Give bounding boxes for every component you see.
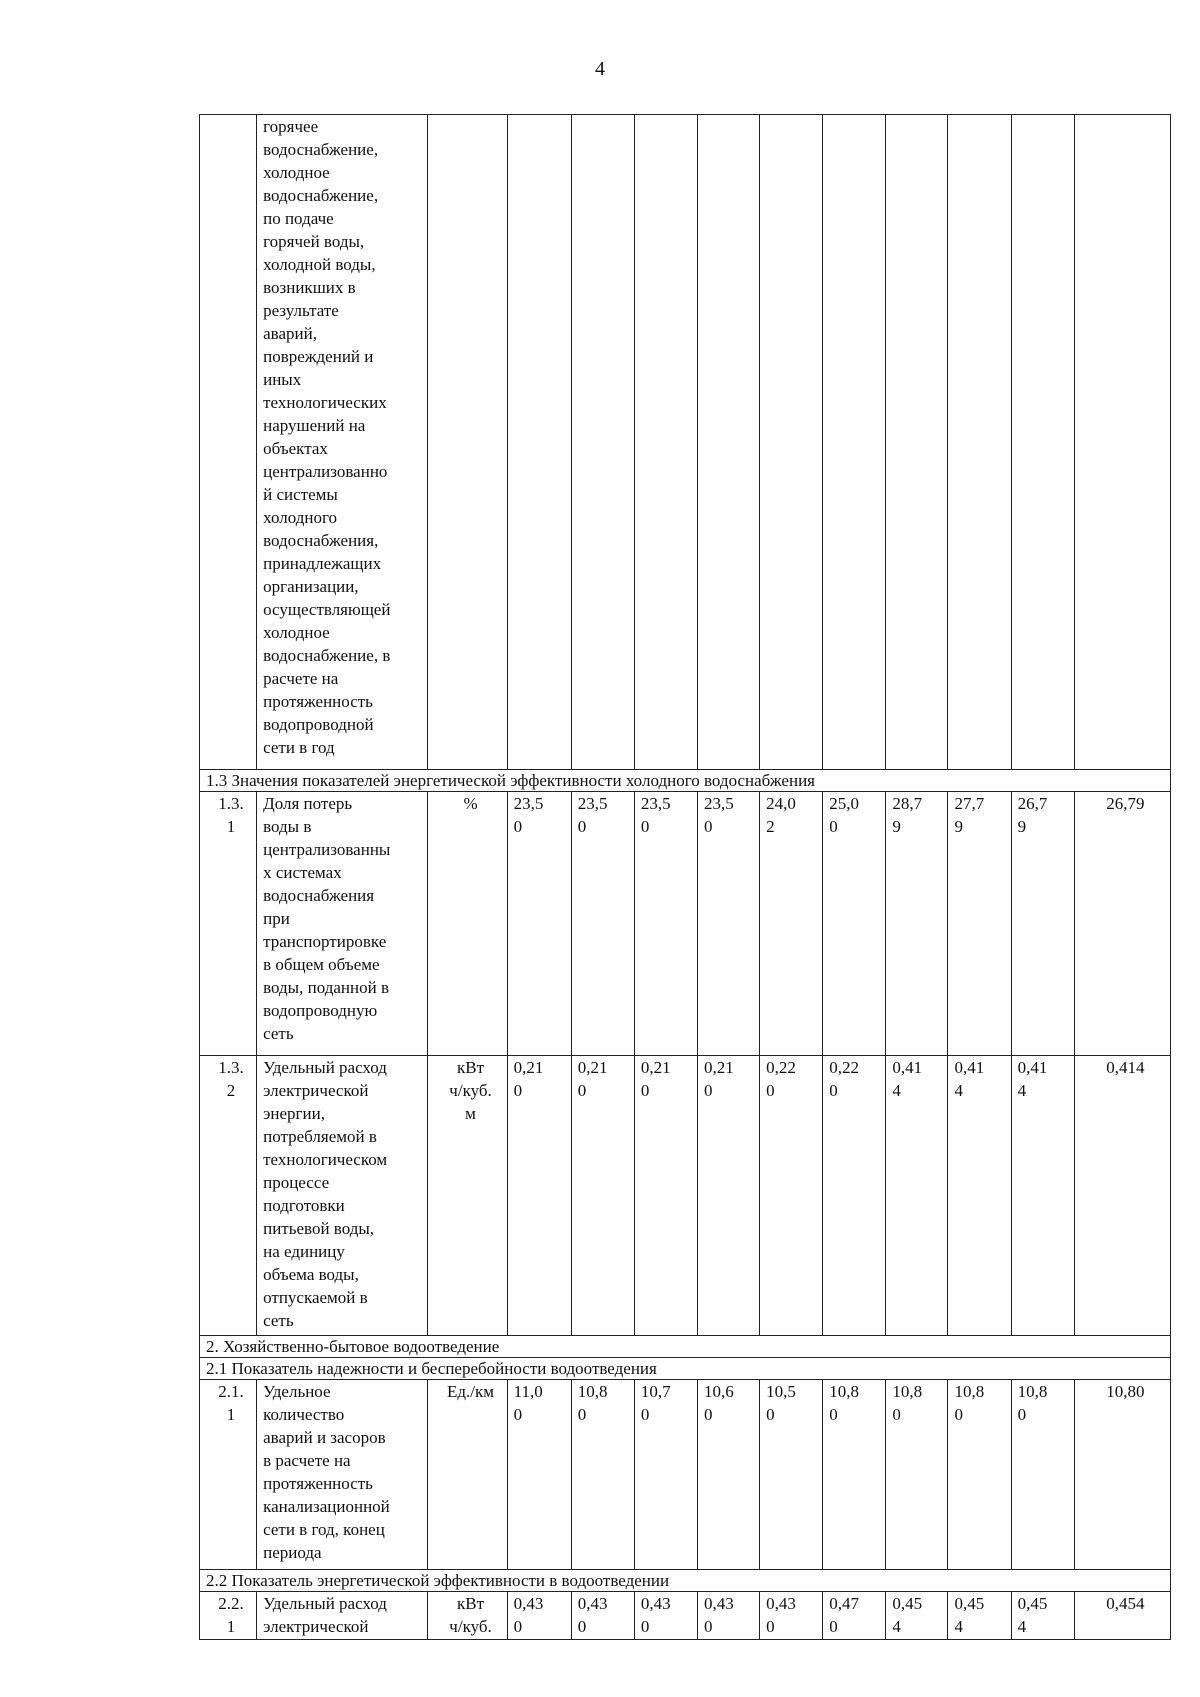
value-cell: 10,7 0 bbox=[634, 1380, 697, 1570]
value-cell bbox=[823, 115, 886, 770]
indicator-name-cell: горячее водоснабжение, холодное водоснабжение, по подаче горячей воды, холодной воды, возникших в результате аварий, повреждений и иных технологических нарушений на объектах централизованно й системы холодного водоснабжения, принадлежащих организации, осуществляющей холодное водоснабжение, в расчете на протяженность водопроводной сети в год bbox=[257, 115, 428, 770]
unit-cell: кВт ч/куб. м bbox=[428, 1056, 507, 1336]
value-cell bbox=[760, 115, 823, 770]
value-cell bbox=[697, 115, 759, 770]
value-cell: 0,43 0 bbox=[634, 1592, 697, 1640]
value-cell: 26,79 bbox=[1074, 792, 1170, 1056]
indicators-table bbox=[199, 114, 1171, 1640]
value-cell: 10,8 0 bbox=[571, 1380, 634, 1570]
value-cell: 0,41 4 bbox=[886, 1056, 948, 1336]
value-cell bbox=[507, 115, 571, 770]
section-heading-row bbox=[200, 1336, 1171, 1358]
value-cell: 0,21 0 bbox=[507, 1056, 571, 1336]
value-cell bbox=[948, 115, 1011, 770]
unit-cell: % bbox=[428, 792, 507, 1056]
indicator-name-cell: Удельное количество аварий и засоров в расчете на протяженность канализационной сети в год, конец периода bbox=[257, 1380, 428, 1570]
value-cell: 10,8 0 bbox=[823, 1380, 886, 1570]
unit-cell bbox=[428, 115, 507, 770]
section-heading-1-3: 1.3 Значения показателей энергетической эффективности холодного водоснабжения bbox=[200, 770, 1171, 792]
value-cell: 0,22 0 bbox=[760, 1056, 823, 1336]
value-cell: 0,43 0 bbox=[760, 1592, 823, 1640]
value-cell: 0,22 0 bbox=[823, 1056, 886, 1336]
value-cell bbox=[634, 115, 697, 770]
section-heading-row bbox=[200, 1570, 1171, 1592]
value-cell: 24,0 2 bbox=[760, 792, 823, 1056]
value-cell bbox=[886, 115, 948, 770]
indicator-name-cell: Удельный расход электрической энергии, потребляемой в технологическом процессе подготовки питьевой воды, на единицу объема воды, отпускаемой в сеть bbox=[257, 1056, 428, 1336]
value-cell: 10,80 bbox=[1074, 1380, 1170, 1570]
value-cell: 0,43 0 bbox=[571, 1592, 634, 1640]
value-cell: 23,5 0 bbox=[634, 792, 697, 1056]
page-number: 4 bbox=[595, 58, 605, 80]
value-cell: 11,0 0 bbox=[507, 1380, 571, 1570]
section-heading-row bbox=[200, 1358, 1171, 1380]
value-cell: 0,414 bbox=[1074, 1056, 1170, 1336]
unit-cell: кВт ч/куб. bbox=[428, 1592, 507, 1640]
value-cell bbox=[1074, 115, 1170, 770]
value-cell: 10,8 0 bbox=[1011, 1380, 1074, 1570]
value-cell: 25,0 0 bbox=[823, 792, 886, 1056]
value-cell bbox=[571, 115, 634, 770]
value-cell: 10,6 0 bbox=[697, 1380, 759, 1570]
value-cell: 23,5 0 bbox=[697, 792, 759, 1056]
value-cell: 0,21 0 bbox=[571, 1056, 634, 1336]
row-number-cell: 1.3. 2 bbox=[200, 1056, 257, 1336]
section-heading-row bbox=[200, 770, 1171, 792]
row-number-cell: 2.2. 1 bbox=[200, 1592, 257, 1640]
value-cell bbox=[1011, 115, 1074, 770]
value-cell: 0,43 0 bbox=[697, 1592, 759, 1640]
row-number-cell bbox=[200, 115, 257, 770]
value-cell: 0,21 0 bbox=[634, 1056, 697, 1336]
value-cell: 23,5 0 bbox=[571, 792, 634, 1056]
value-cell: 0,45 4 bbox=[948, 1592, 1011, 1640]
table-row-1-3-1 bbox=[200, 792, 1171, 1056]
table-row-2-1-1 bbox=[200, 1380, 1171, 1570]
value-cell: 0,41 4 bbox=[948, 1056, 1011, 1336]
value-cell: 27,7 9 bbox=[948, 792, 1011, 1056]
table-row-2-2-1 bbox=[200, 1592, 1171, 1640]
row-number-cell: 1.3. 1 bbox=[200, 792, 257, 1056]
indicator-name-cell: Удельный расход электрической bbox=[257, 1592, 428, 1640]
indicator-name-cell: Доля потерь воды в централизованны х системах водоснабжения при транспортировке в общем объеме воды, поданной в водопроводную сеть bbox=[257, 792, 428, 1056]
value-cell: 26,7 9 bbox=[1011, 792, 1074, 1056]
value-cell: 0,41 4 bbox=[1011, 1056, 1074, 1336]
value-cell: 10,8 0 bbox=[948, 1380, 1011, 1570]
section-heading-2: 2. Хозяйственно-бытовое водоотведение bbox=[200, 1336, 1171, 1358]
value-cell: 28,7 9 bbox=[886, 792, 948, 1056]
value-cell: 10,5 0 bbox=[760, 1380, 823, 1570]
value-cell: 0,47 0 bbox=[823, 1592, 886, 1640]
value-cell: 0,45 4 bbox=[886, 1592, 948, 1640]
value-cell: 0,45 4 bbox=[1011, 1592, 1074, 1640]
row-number-cell: 2.1. 1 bbox=[200, 1380, 257, 1570]
value-cell: 23,5 0 bbox=[507, 792, 571, 1056]
value-cell: 10,8 0 bbox=[886, 1380, 948, 1570]
unit-cell: Ед./км bbox=[428, 1380, 507, 1570]
value-cell: 0,454 bbox=[1074, 1592, 1170, 1640]
section-heading-2-1: 2.1 Показатель надежности и бесперебойности водоотведения bbox=[200, 1358, 1171, 1380]
table-row-1-3-2 bbox=[200, 1056, 1171, 1336]
value-cell: 0,21 0 bbox=[697, 1056, 759, 1336]
value-cell: 0,43 0 bbox=[507, 1592, 571, 1640]
section-heading-2-2: 2.2 Показатель энергетической эффективности в водоотведении bbox=[200, 1570, 1171, 1592]
table-row-continued bbox=[200, 115, 1171, 770]
